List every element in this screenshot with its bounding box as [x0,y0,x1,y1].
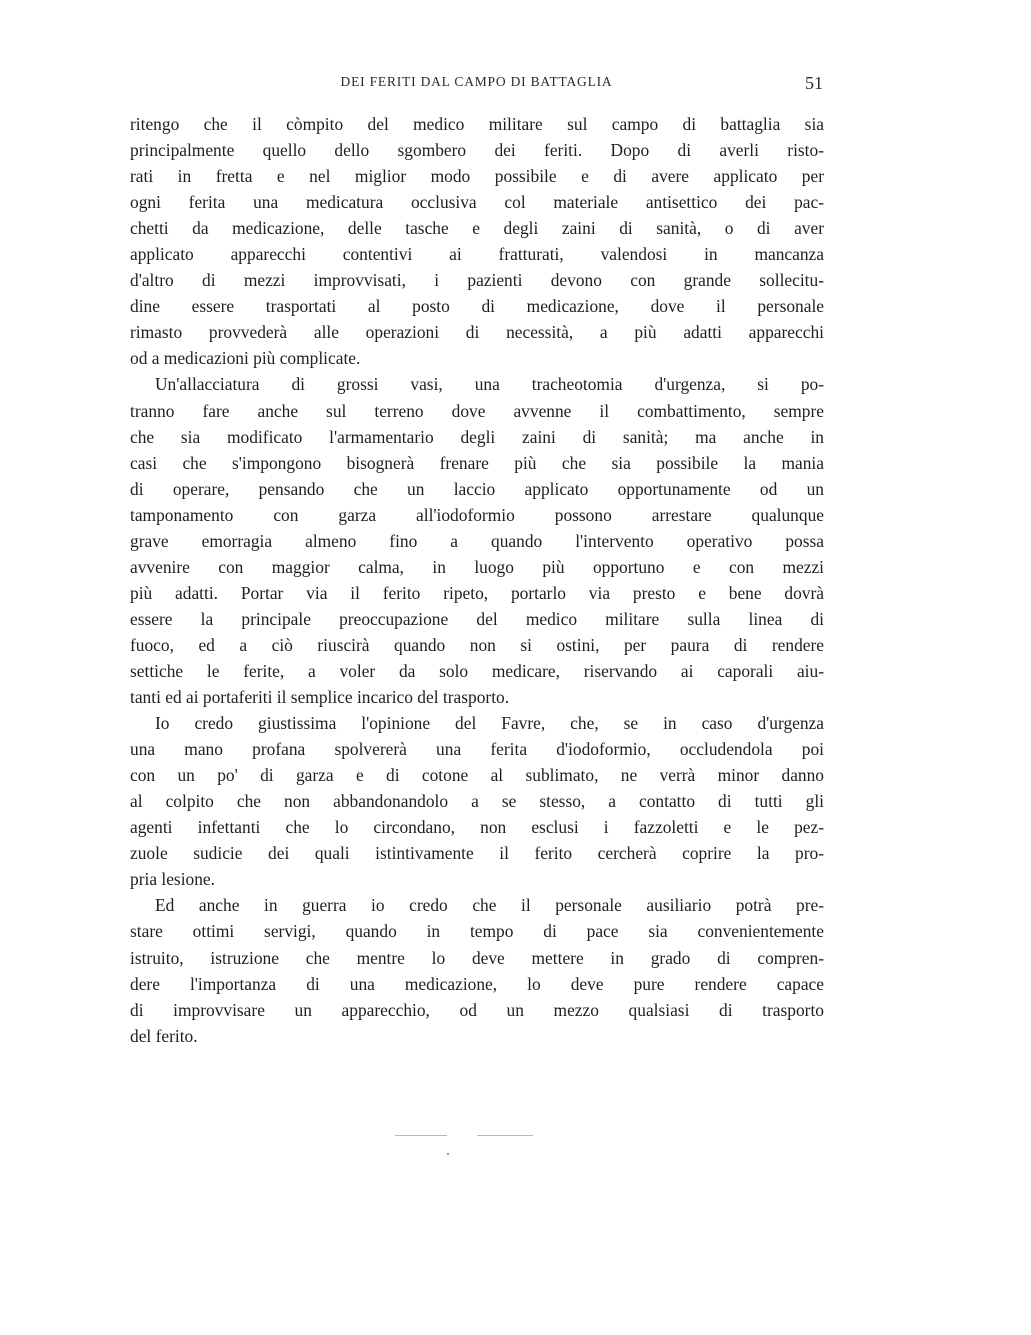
text-line: dere l'importanza di una medicazione, lo deve pure rendere capace [130,973,824,994]
text-line: grave emorragia almeno fino a quando l'intervento operativo possa [130,530,824,551]
text-line: casi che s'impongono bisognerà frenare più che sia possibile la mania [130,452,824,473]
text-line: avvenire con maggior calma, in luogo più opportuno e con mezzi [130,556,824,577]
text-line: dine essere trasportati al posto di medicazione, dove il personale [130,296,824,317]
text-line: od a medicazioni più complicate. [130,348,361,369]
text-line: tranno fare anche sul terreno dove avvenne il combattimento, sempre [130,400,824,421]
running-title: DEI FERITI DAL CAMPO DI BATTAGLIA [340,74,613,89]
text-line: pria lesione. [130,869,215,890]
text-line: applicato apparecchi contentivi ai fratturati, valendosi in mancanza [130,244,824,265]
text-line: stare ottimi servigi, quando in tempo di pace sia convenientemente [130,921,824,942]
text-line: ogni ferita una medicatura occlusiva col materiale antisettico dei pac- [130,192,824,213]
text-line: con un po' di garza e di cotone al sublimato, ne verrà minor danno [130,765,824,786]
paragraph-first-line: Ed anche in guerra io credo che il personale ausiliario potrà pre- [155,895,824,916]
text-line: agenti infettanti che lo circondano, non esclusi i fazzoletti e le pez- [130,817,824,838]
paragraph-first-line: Un'allacciatura di grossi vasi, una tracheotomia d'urgenza, si po- [155,374,824,395]
running-head [128,74,825,96]
text-line: essere la principale preoccupazione del medico militare sulla linea di [130,608,824,629]
text-line: istruito, istruzione che mentre lo deve mettere in grado di compren- [130,947,824,968]
text-line: chetti da medicazione, delle tasche e degli zaini di sanità, o di aver [130,218,824,239]
text-line: tamponamento con garza all'iodoformio possono arrestare qualunque [130,504,824,525]
text-line: più adatti. Portar via il ferito ripeto, portarlo via presto e bene dovrà [130,582,824,603]
text-line: una mano profana spolvererà una ferita d'iodoformio, occludendola poi [130,739,824,760]
text-line: principalmente quello dello sgombero dei feriti. Dopo di averli risto- [130,140,824,161]
text-line: rimasto provvederà alle operazioni di necessità, a più adatti apparecchi [130,322,824,343]
ornament-dot [447,1153,449,1155]
text-line: settiche le ferite, a voler da solo medicare, riservando ai caporali aiu- [130,660,824,681]
text-line: d'altro di mezzi improvvisati, i pazienti devono con grande sollecitu- [130,270,824,291]
ornament-left-rule [395,1135,447,1136]
text-line: tanti ed ai portaferiti il semplice incarico del trasporto. [130,687,510,708]
text-line: del ferito. [130,1025,198,1046]
text-line: ritengo che il còmpito del medico militare sul campo di battaglia sia [130,114,824,134]
text-line: zuole sudicie dei quali istintivamente il ferito cercherà coprire la pro- [130,843,824,864]
body-text [130,111,824,1049]
ornament-right-rule [477,1135,533,1136]
text-line: di improvvisare un apparecchio, od un mezzo qualsiasi di trasporto [130,999,824,1020]
text-line: rati in fretta e nel miglior modo possibile e di avere applicato per [130,166,824,187]
text-line: di operare, pensando che un laccio applicato opportunamente od un [130,478,824,499]
text-line: al colpito che non abbandonandolo a se stesso, a contatto di tutti gli [130,791,824,812]
text-line: che sia modificato l'armamentario degli zaini di sanità; ma anche in [130,426,824,447]
paragraph-first-line: Io credo giustissima l'opinione del Favre, che, se in caso d'urgenza [155,713,824,734]
end-ornament [395,1126,535,1162]
page-number: 51 [805,73,823,93]
text-line: fuoco, ed a ciò riuscirà quando non si ostini, per paura di rendere [130,634,824,655]
